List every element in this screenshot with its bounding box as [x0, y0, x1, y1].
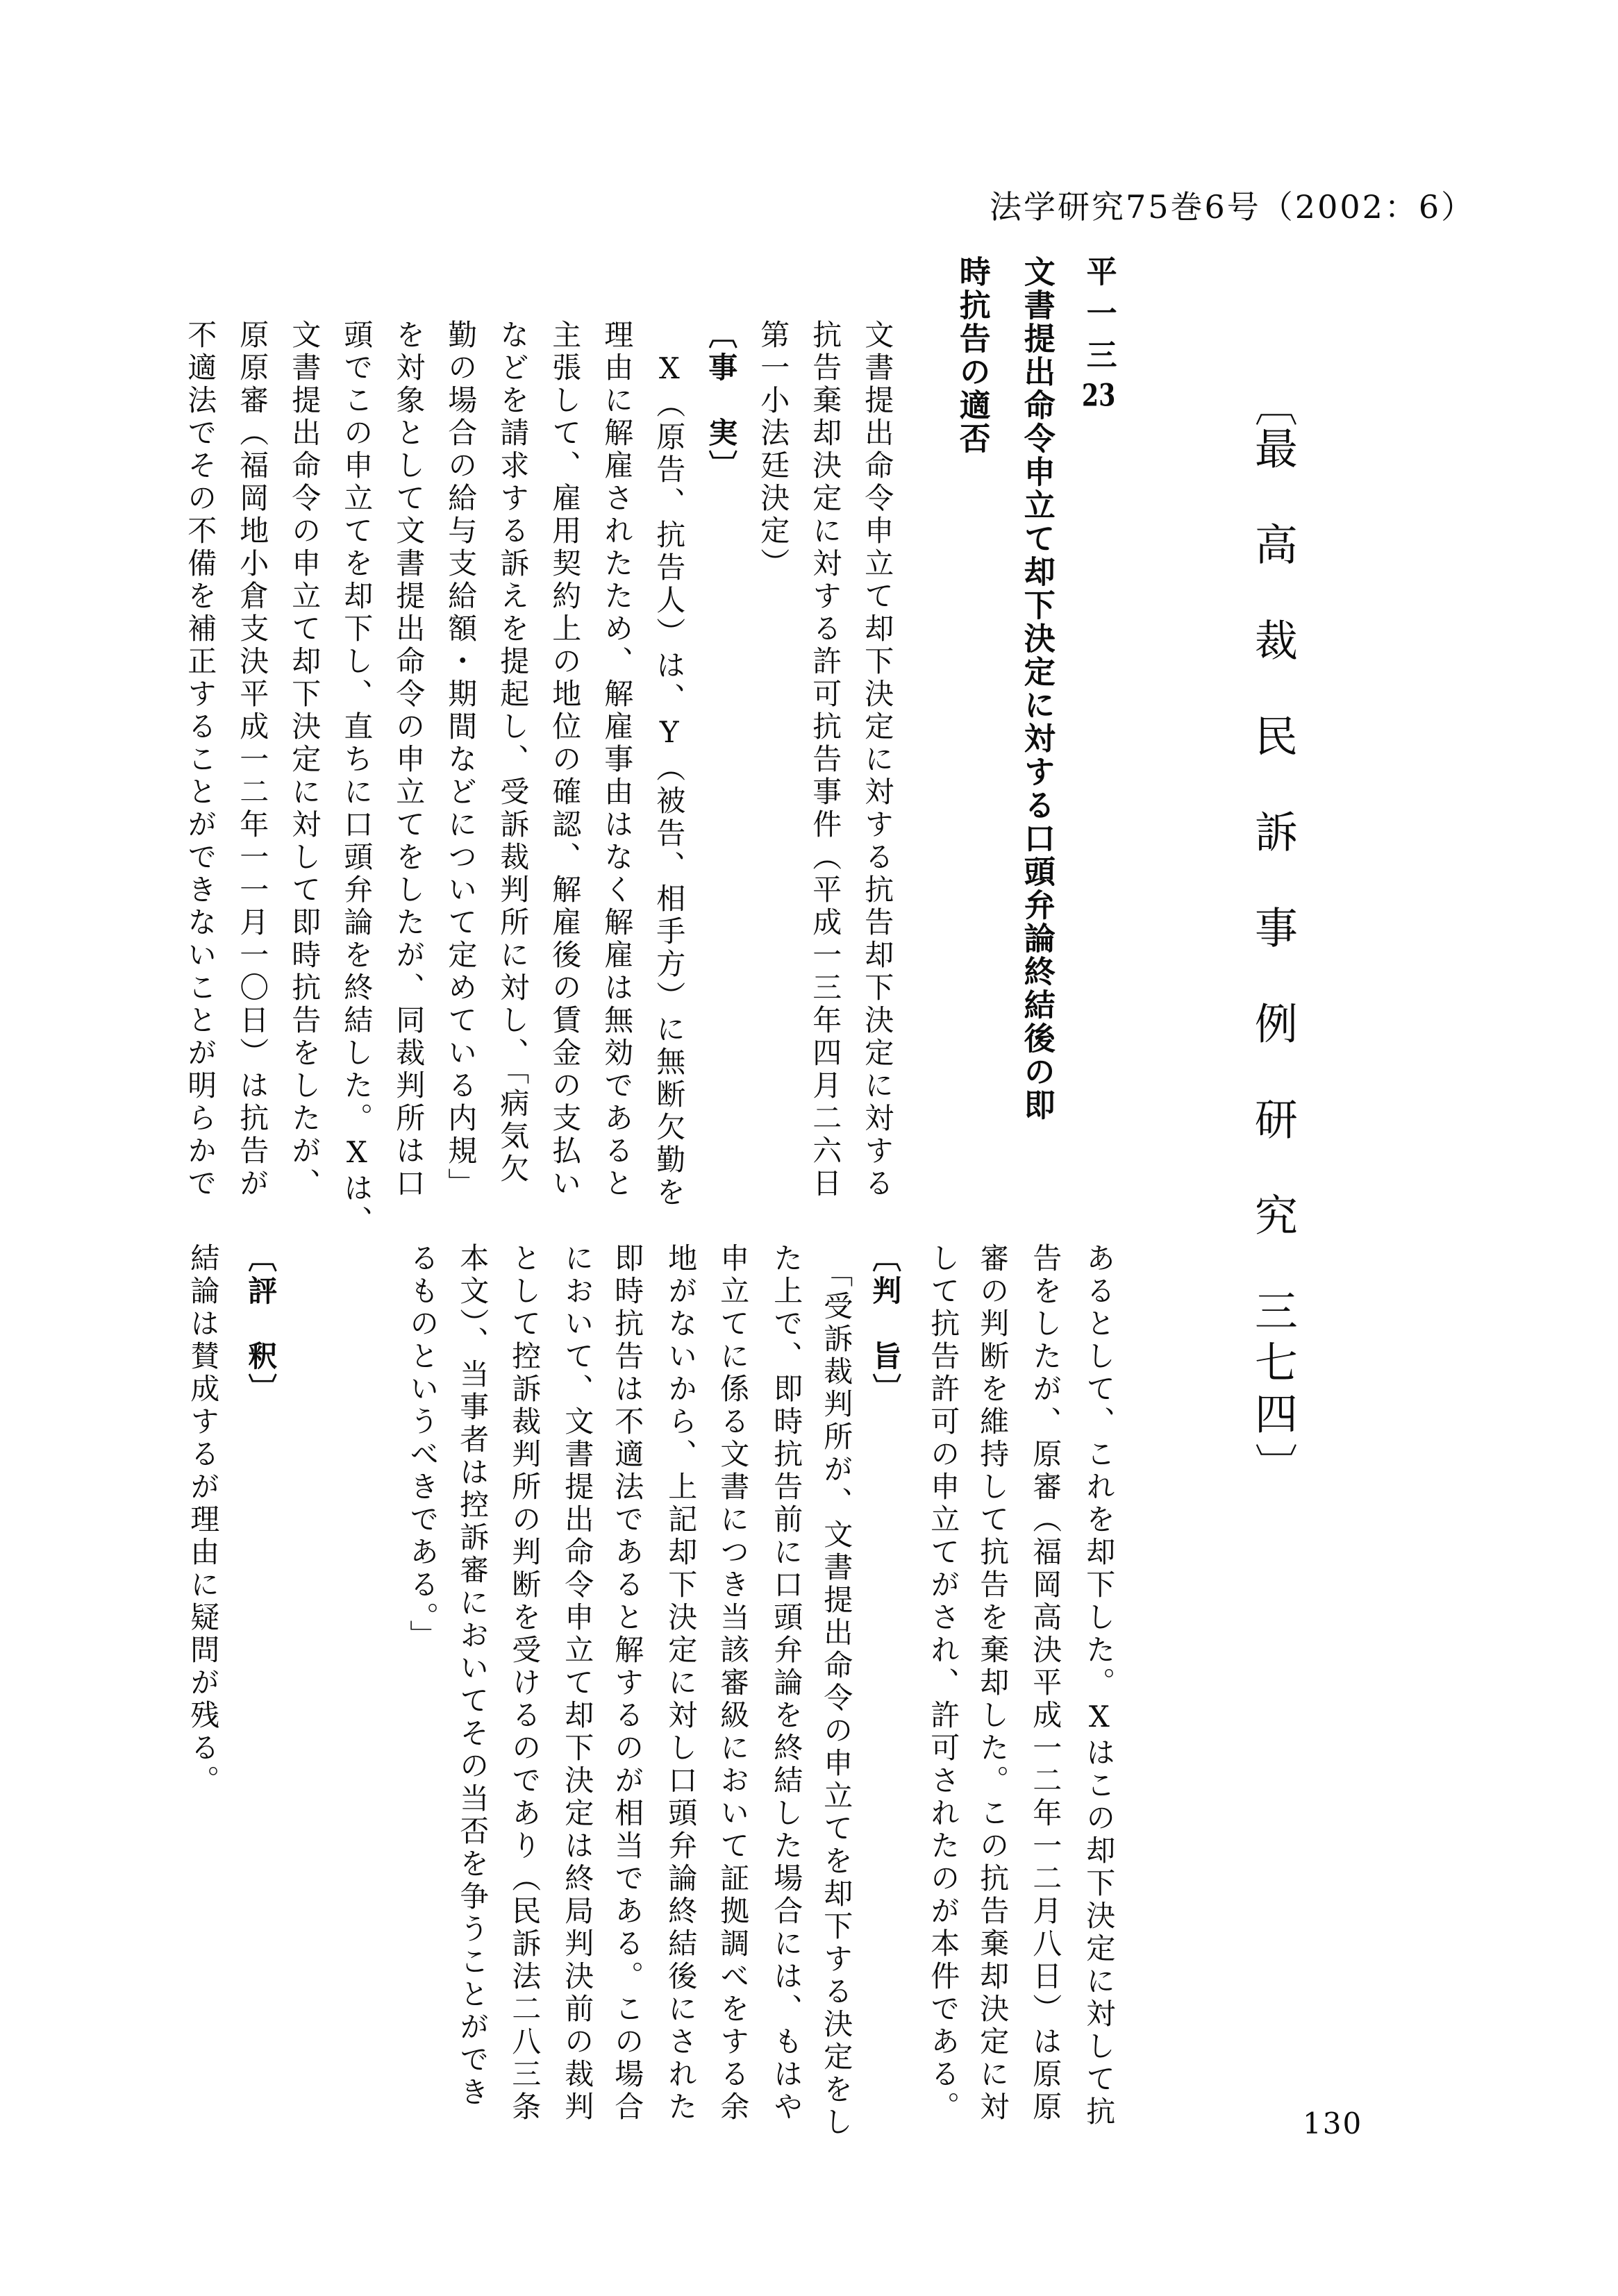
holding-heading: 〔判 旨〕 — [868, 1243, 903, 1406]
holding-line-6: において、文書提出命令申立て却下決定は終局判決前の裁判 — [560, 1243, 595, 2124]
holding-line-3: 申立てに係る文書につき当該審級において証拠調べをする余 — [716, 1243, 751, 2124]
facts-heading: 〔事 実〕 — [704, 319, 739, 483]
commentary-heading: 〔評 釈〕 — [244, 1243, 278, 1406]
facts-line-6: を対象として文書提出命令の申立てをしたが、同裁判所は口 — [392, 319, 426, 1200]
facts-line-9: 原原審（福岡地小倉支決平成一二年一一月一〇日）は抗告が — [235, 319, 270, 1200]
facts-line-2: 理由に解雇されたため、解雇事由はなく解雇は無効であると — [600, 319, 635, 1200]
case-title-line-2: 時抗告の適否 — [953, 255, 991, 455]
commentary-line-1: 結論は賛成するが理由に疑問が残る。 — [186, 1243, 221, 1798]
case-caption-line-2: 抗告棄却決定に対する許可抗告事件（平成一三年四月二六日 — [808, 319, 843, 1200]
facts-line-7: 頭でこの申立てを却下し、直ちに口頭弁論を終結した。Xは、 — [340, 319, 374, 1238]
holding-line-7: として控訴裁判所の判断を受けるのであり（民訴法二八三条 — [508, 1243, 542, 2124]
facts-line-12: 告をしたが、原審（福岡高決平成一二年一二月八日）は原原 — [1028, 1243, 1063, 2124]
facts-line-14: して抗告許可の申立てがされ、許可されたのが本件である。 — [926, 1243, 961, 2124]
facts-line-11: あるとして、これを却下した。Xはこの却下決定に対して抗 — [1082, 1243, 1117, 2129]
case-id-era: 平一三 — [1081, 255, 1117, 380]
case-id — [1081, 255, 1116, 411]
facts-line-1: X（原告、抗告人）は、Y（被告、相手方）に無断欠勤を — [652, 351, 687, 1209]
holding-line-4: 地がないから、上記却下決定に対し口頭弁論終結後にされた — [664, 1243, 699, 2124]
facts-line-8: 文書提出命令の申立て却下決定に対して即時抗告をしたが、 — [287, 319, 322, 1200]
case-title-line-1: 文書提出命令申立て却下決定に対する口頭弁論終結後の即 — [1018, 255, 1056, 1122]
series-title-open-bracket: 〔 — [1247, 383, 1299, 426]
page-number: 130 — [1303, 2106, 1363, 2140]
case-id-number: 23 — [1081, 380, 1116, 411]
series-title — [1246, 383, 1298, 1486]
holding-line-9: るものというべきである。」 — [406, 1243, 440, 1652]
facts-line-13: 審の判断を維持して抗告を棄却した。この抗告棄却決定に対 — [976, 1243, 1010, 2124]
facts-line-3: 主張して、雇用契約上の地位の確認、解雇後の賃金の支払い — [548, 319, 583, 1200]
case-caption-line-3: 第一小法廷決定） — [756, 319, 791, 580]
series-title-close-bracket: 〕 — [1247, 1443, 1299, 1486]
holding-line-2: た上で、即時抗告前に口頭弁論を終結した場合には、もはや — [769, 1243, 804, 2124]
series-title-number: 三七四 — [1247, 1289, 1299, 1443]
case-caption-line-1: 文書提出命令申立て却下決定に対する抗告却下決定に対する — [860, 319, 895, 1200]
facts-line-5: 勤の場合の給与支給額・期間などについて定めている内規」 — [444, 319, 478, 1200]
journal-header: 法学研究75巻6号（2002：6） — [990, 188, 1476, 226]
series-title-main: 最高裁民訴事例研究 — [1247, 426, 1299, 1289]
facts-line-4: などを請求する訴えを提起し、受訴裁判所に対し、「病気欠 — [496, 319, 531, 1186]
holding-line-1: 「受訴裁判所が、文書提出命令の申立てを却下する決定をし — [819, 1258, 854, 2139]
holding-line-5: 即時抗告は不適法であると解するのが相当である。この場合 — [610, 1243, 645, 2124]
facts-line-10: 不適法でその不備を補正することができないことが明らかで — [183, 319, 218, 1200]
holding-line-8: 本文）、当事者は控訴審においてその当否を争うことができ — [456, 1243, 490, 2109]
